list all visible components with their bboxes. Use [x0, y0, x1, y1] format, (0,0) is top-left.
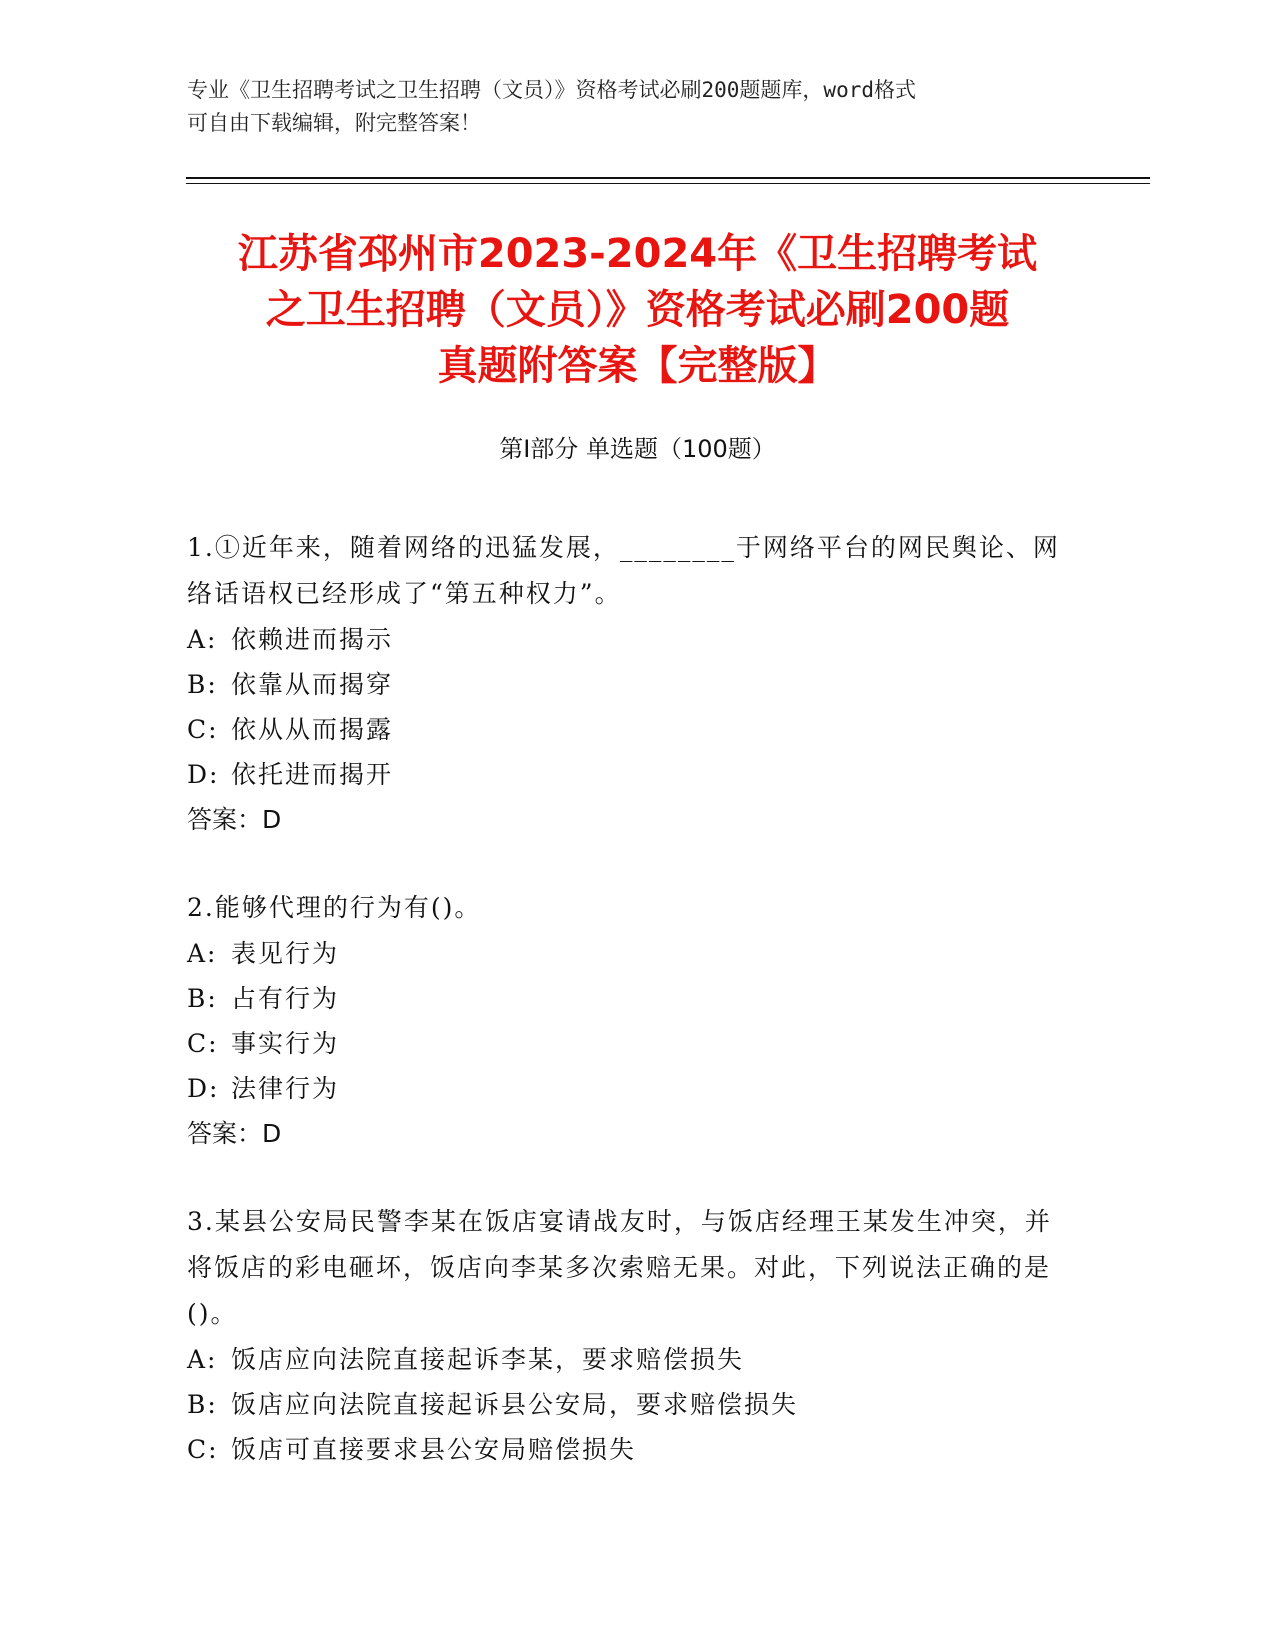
- document-title: [160, 226, 1115, 394]
- question-option: [187, 1066, 1067, 1111]
- option-key: B:: [187, 984, 218, 1013]
- option-text: 饭店可直接要求县公安局赔偿损失: [231, 1435, 637, 1464]
- option-key: D:: [187, 1074, 220, 1103]
- header-note: [187, 74, 1067, 140]
- question-option: [187, 931, 1067, 976]
- header-note-line1: 专业《卫生招聘考试之卫生招聘（文员）》资格考试必刷200题题库，word格式: [187, 78, 916, 102]
- option-text: 依赖进而揭示: [231, 625, 394, 654]
- option-key: A:: [187, 939, 218, 968]
- question-option: [187, 707, 1067, 752]
- option-text: 事实行为: [231, 1029, 340, 1058]
- question-2: [187, 885, 1067, 1157]
- question-stem: 2.能够代理的行为有()。: [187, 893, 482, 922]
- header-divider-thick: [186, 177, 1150, 179]
- question-stem: 1.①近年来，随着网络的迅猛发展，________于网络平台的网民舆论、网络话语权已经形成了“第五种权力”。: [187, 533, 1060, 608]
- option-text: 依托进而揭开: [231, 760, 394, 789]
- question-3: [187, 1199, 1067, 1472]
- option-key: A:: [187, 625, 218, 654]
- document-title-line3: 真题附答案【完整版】: [437, 343, 838, 389]
- option-text: 饭店应向法院直接起诉李某，要求赔偿损失: [231, 1345, 745, 1374]
- option-text: 依靠从而揭穿: [231, 670, 394, 699]
- question-option: [187, 1021, 1067, 1066]
- document-title-line1: 江苏省邳州市2023-2024年《卫生招聘考试: [237, 231, 1038, 277]
- question-answer: 答案：D: [187, 1119, 282, 1148]
- question-1: [187, 525, 1067, 843]
- option-key: C:: [187, 1435, 219, 1464]
- option-text: 表见行为: [231, 939, 340, 968]
- option-key: C:: [187, 715, 219, 744]
- option-key: D:: [187, 760, 220, 789]
- option-key: B:: [187, 1390, 218, 1419]
- question-list: [187, 525, 1067, 1472]
- option-text: 占有行为: [231, 984, 340, 1013]
- question-option: [187, 1337, 1067, 1382]
- option-key: A:: [187, 1345, 218, 1374]
- option-text: 依从从而揭露: [231, 715, 394, 744]
- question-spacer: [187, 843, 1067, 885]
- question-option: [187, 617, 1067, 662]
- section-title: 第Ⅰ部分 单选题（100题）: [499, 435, 776, 463]
- option-key: C:: [187, 1029, 219, 1058]
- option-key: B:: [187, 670, 218, 699]
- question-option: [187, 1382, 1067, 1427]
- option-text: 饭店应向法院直接起诉县公安局，要求赔偿损失: [231, 1390, 799, 1419]
- document-title-line2: 之卫生招聘（文员）》资格考试必刷200题: [265, 287, 1010, 333]
- option-text: 法律行为: [231, 1074, 340, 1103]
- question-option: [187, 752, 1067, 797]
- question-option: [187, 662, 1067, 707]
- question-stem: 3.某县公安局民警李某在饭店宴请战友时，与饭店经理王某发生冲突，并将饭店的彩电砸坏，饭店向李某多次索赔无果。对此，下列说法正确的是()。: [187, 1207, 1052, 1328]
- question-answer: 答案：D: [187, 805, 282, 834]
- header-note-line2: 可自由下载编辑，附完整答案！: [187, 111, 481, 135]
- header-divider-thin: [186, 183, 1150, 184]
- question-spacer: [187, 1157, 1067, 1199]
- question-option: [187, 976, 1067, 1021]
- question-option: [187, 1427, 1067, 1472]
